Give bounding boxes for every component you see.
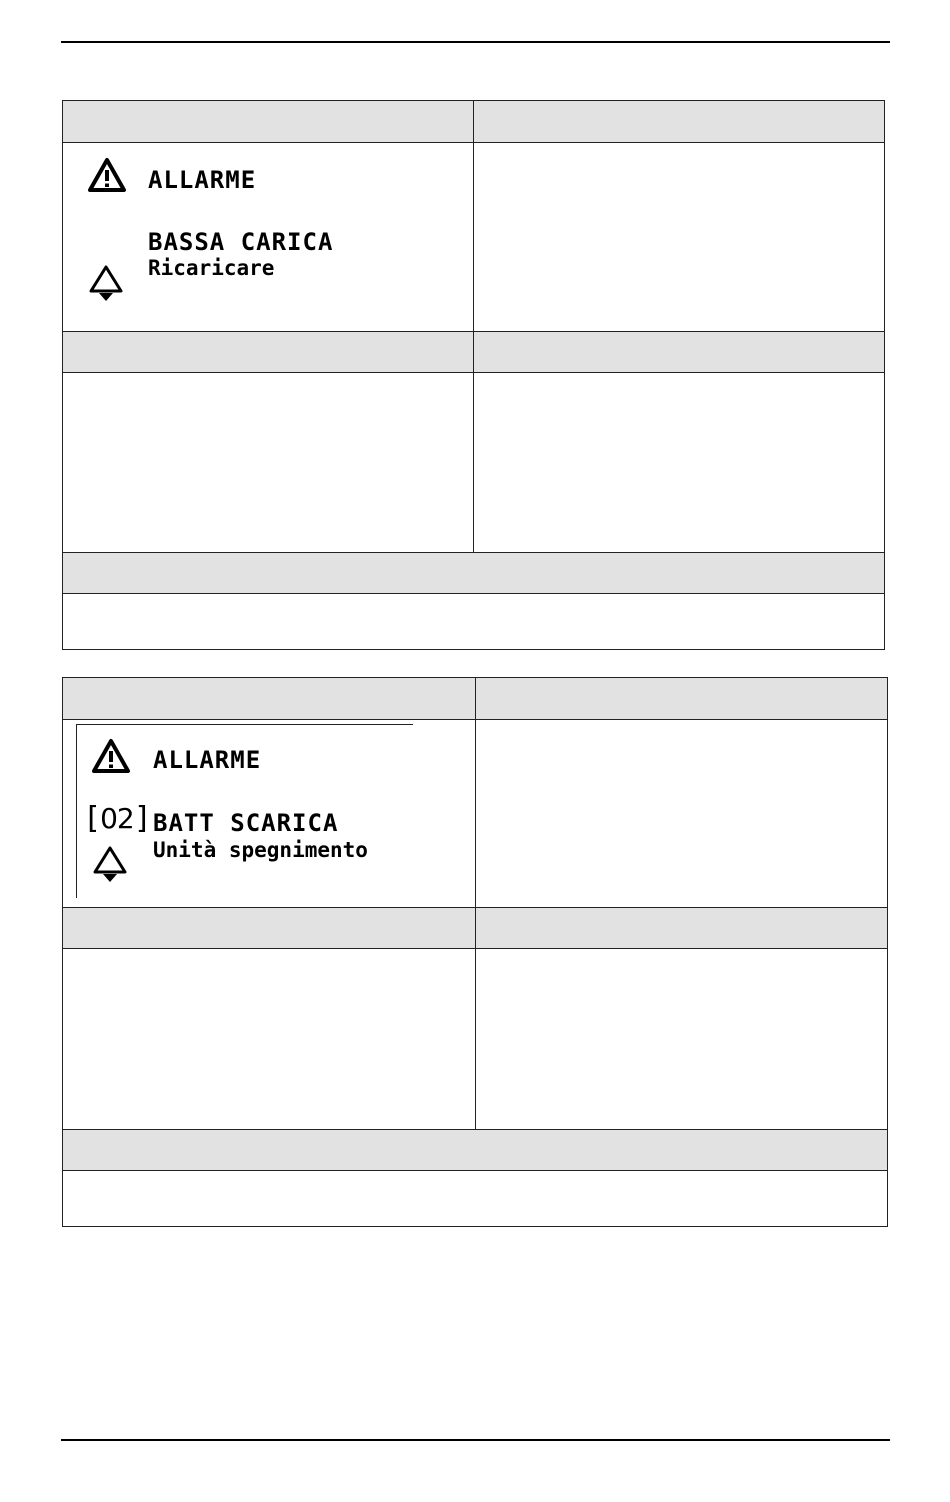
alarm-message: BASSA CARICA (148, 228, 334, 256)
warning-triangle-icon (87, 157, 127, 193)
bell-icon (87, 263, 125, 305)
alarm-message: BATT SCARICA (153, 809, 339, 837)
warning-triangle-icon (91, 738, 131, 774)
bottom-rule (61, 1439, 890, 1441)
alarm-title: ALLARME (153, 746, 262, 774)
lcd-screen (63, 143, 472, 331)
alarm-table-1 (62, 100, 885, 650)
top-rule (61, 41, 890, 43)
alarm-title: ALLARME (148, 166, 257, 194)
bell-icon (91, 844, 129, 886)
alarm-code-value: 02 (100, 802, 134, 835)
alarm-instruction: Ricaricare (148, 256, 275, 280)
lcd-screen (63, 720, 474, 907)
alarm-instruction: Unità spegnimento (153, 838, 368, 862)
alarm-code: [02] (83, 801, 151, 836)
alarm-table-2 (62, 677, 888, 1227)
header-cell (63, 553, 884, 594)
header-cell (63, 1130, 887, 1171)
